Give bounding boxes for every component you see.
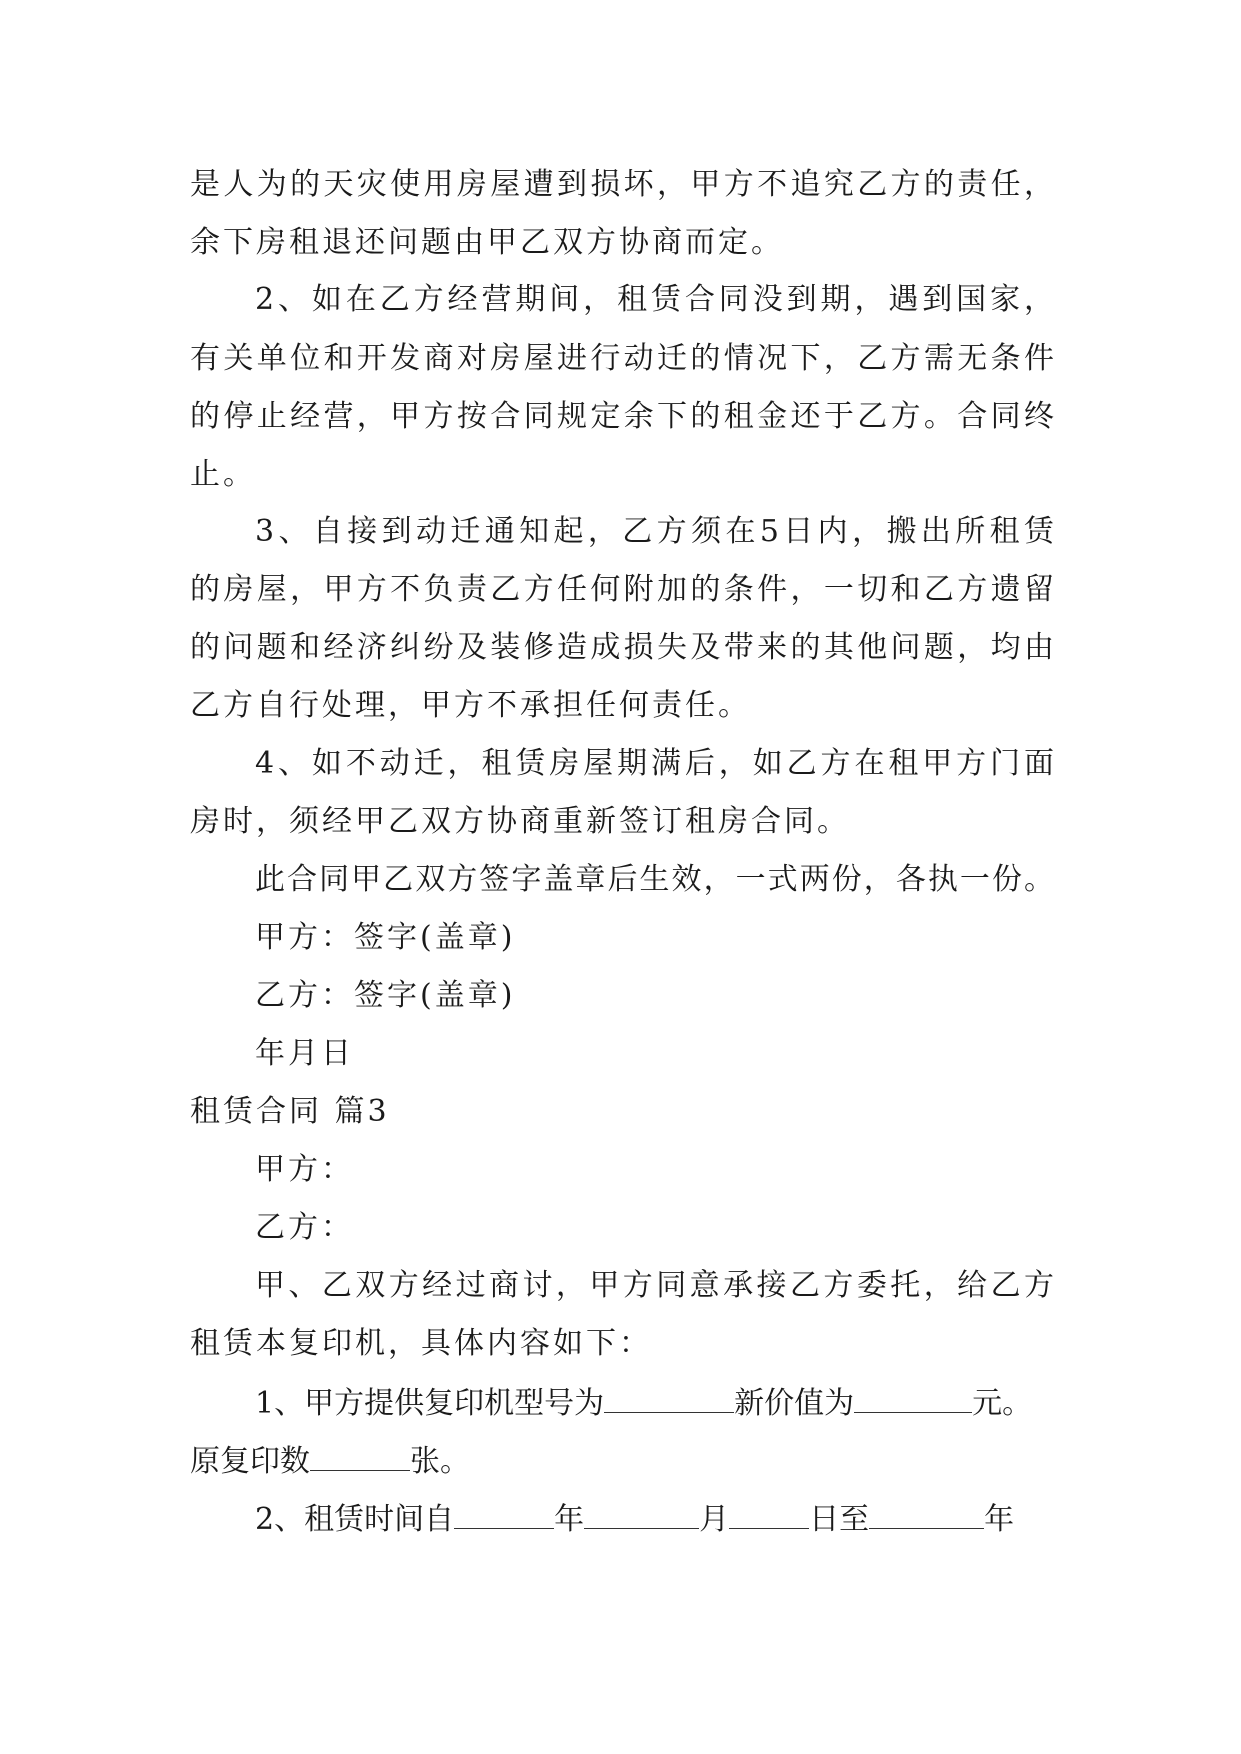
fill-blank (454, 1498, 554, 1529)
clause-1-line-cont (190, 1440, 470, 1482)
paragraph-line: 乙方自行处理，甲方不承担任何责任。 (190, 688, 751, 723)
paragraph-line: 的房屋，甲方不负责乙方任何附加的条件，一切和乙方遗留 (190, 572, 1054, 607)
fill-blank (854, 1382, 972, 1413)
paragraph-line: 此合同甲乙双方签字盖章后生效，一式两份，各执一份。 (255, 862, 1054, 897)
date-line: 年月日 (255, 1036, 354, 1071)
clause-text: 原复印数 (190, 1444, 310, 1479)
paragraph-line: 租赁本复印机，具体内容如下： (190, 1326, 652, 1361)
clause-1-line (255, 1382, 1032, 1424)
clause-text: 月 (699, 1502, 730, 1537)
clause-text: 年 (984, 1502, 1015, 1537)
fill-blank (729, 1498, 809, 1529)
paragraph-line: 有关单位和开发商对房屋进行动迁的情况下，乙方需无条件 (190, 341, 1054, 376)
clause-text: 元。 (972, 1386, 1033, 1421)
paragraph-line: 的问题和经济纠纷及装修造成损失及带来的其他问题，均由 (190, 630, 1054, 665)
clause-text: 日至 (809, 1502, 870, 1537)
paragraph-line: 是人为的天灾使用房屋遭到损坏，甲方不追究乙方的责任， (190, 167, 1054, 202)
signature-line-party-a: 甲方：签字(盖章) (255, 920, 516, 955)
section-heading: 租赁合同 篇3 (190, 1094, 390, 1129)
clause-2-line (255, 1498, 1014, 1540)
party-b-label: 乙方： (255, 1210, 354, 1245)
paragraph-line: 2、如在乙方经营期间，租赁合同没到期，遇到国家， (255, 282, 1054, 317)
fill-blank (604, 1382, 734, 1413)
signature-line-party-b: 乙方：签字(盖章) (255, 978, 516, 1013)
paragraph-line: 甲、乙双方经过商讨，甲方同意承接乙方委托，给乙方 (255, 1268, 1054, 1303)
party-a-label: 甲方： (255, 1152, 354, 1187)
paragraph-line: 3、自接到动迁通知起，乙方须在5日内，搬出所租赁 (255, 514, 1054, 549)
paragraph-line: 止。 (190, 457, 256, 492)
clause-text: 2、租赁时间自 (255, 1502, 455, 1537)
clause-text: 1、甲方提供复印机型号为 (255, 1386, 605, 1421)
fill-blank (869, 1498, 984, 1529)
paragraph-line: 房时，须经甲乙双方协商重新签订租房合同。 (190, 804, 850, 839)
fill-blank (310, 1440, 410, 1471)
paragraph-line: 的停止经营，甲方按合同规定余下的租金还于乙方。合同终 (190, 399, 1054, 434)
clause-text: 年 (554, 1502, 585, 1537)
fill-blank (584, 1498, 699, 1529)
paragraph-line: 余下房租退还问题由甲乙双方协商而定。 (190, 225, 784, 260)
clause-text: 新价值为 (734, 1386, 855, 1421)
clause-text: 张。 (410, 1444, 470, 1479)
paragraph-line: 4、如不动迁，租赁房屋期满后，如乙方在租甲方门面 (255, 746, 1054, 781)
